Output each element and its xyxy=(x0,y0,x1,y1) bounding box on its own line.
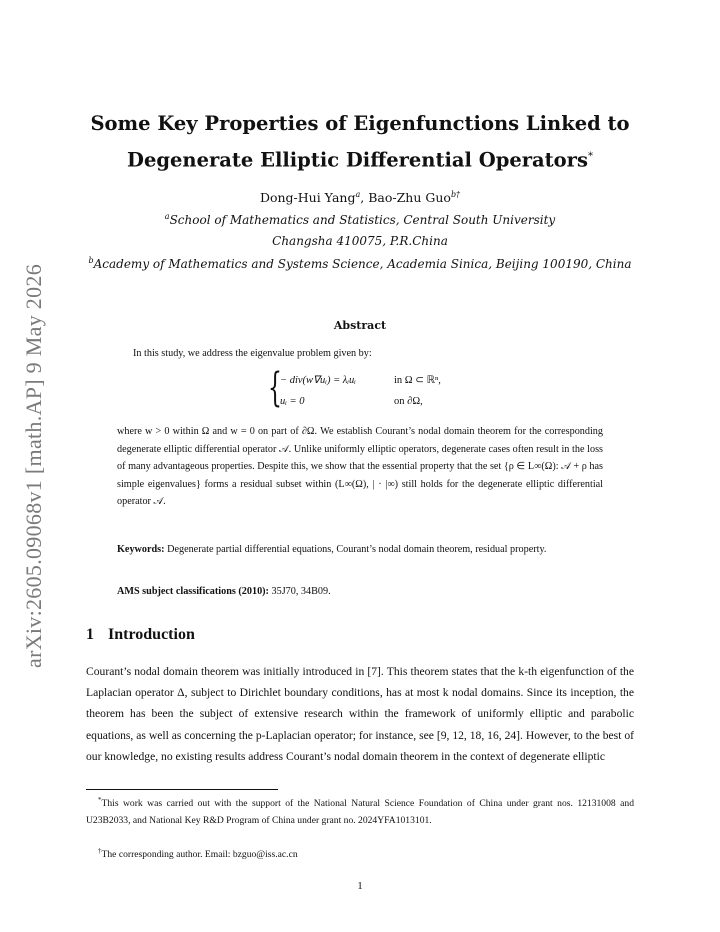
footnote-rule xyxy=(86,789,278,790)
title-footnote-mark: * xyxy=(587,151,593,162)
keywords xyxy=(117,541,603,559)
keywords-text: Degenerate partial differential equations, Courant’s nodal domain theorem, residual property. xyxy=(167,544,547,555)
affiliation-a-line-2: Changsha 410075, P.R.China xyxy=(272,234,448,248)
author-1: Dong-Hui Yang xyxy=(259,190,356,206)
equation-line-1-right: in Ω ⊂ ℝⁿ, xyxy=(394,375,441,386)
authors-line: Dong-Hui Yang$^a$, Bao-Zhu Guo$^{b\dagger}$ xyxy=(259,190,461,206)
footnote-funding: *This work was carried out with the support of the National Natural Science Foundation of China under grant nos. 12131008 and U23B2033, and National Key R&D Program of China under grant no. 2024YFA1013101. xyxy=(86,796,634,827)
section-heading xyxy=(86,626,195,644)
equation-line-1-left: − div(w∇uᵢ) = λᵢuᵢ xyxy=(280,375,356,386)
keywords-label: Keywords: xyxy=(117,544,165,555)
affiliation-b: $^b$Academy of Mathematics and Systems Science, Academia Sinica, Beijing 100190, China xyxy=(88,256,632,271)
equation-brace: { xyxy=(268,365,282,411)
equation-line-2-left: uᵢ = 0 xyxy=(280,396,305,407)
title-line-1: Some Key Properties of Eigenfunctions Linked to xyxy=(90,112,630,135)
affiliation-a-line-1: $^a$School of Mathematics and Statistics, Central South University xyxy=(164,212,556,227)
page-number: 1 xyxy=(357,880,363,892)
equation-line-2-right: on ∂Ω, xyxy=(394,396,423,407)
ams-label: AMS subject classifications (2010): xyxy=(117,586,269,597)
arxiv-sidebar-stamp: arXiv:2605.09068v1 [math.AP] 9 May 2026 xyxy=(21,264,46,668)
eigenvalue-equation xyxy=(268,365,468,414)
ams-codes: 35J70, 34B09. xyxy=(271,586,331,597)
paper-title xyxy=(0,107,720,177)
intro-paragraph: Courant’s nodal domain theorem was initially introduced in [7]. This theorem states that the k-th eigenfunction of the Laplacian operator Δ, subject to Dirichlet boundary conditions, has at most k nodal domains. Since its inception, the theorem has been the subject of extensive research within the framework of uniformly elliptic and parabolic equations, as well as concerning the p-Laplacian operator; for instance, see [9, 12, 18, 16, 24]. However, to the best of our knowledge, no existing results address Courant’s nodal domain theorem in the context of degenerate elliptic xyxy=(86,665,634,763)
author-2: Bao-Zhu Guo xyxy=(368,190,451,206)
footnote-corresponding-author: †The corresponding author. Email: bzguo@iss.ac.cn xyxy=(98,847,298,861)
title-line-2: Degenerate Elliptic Differential Operators* xyxy=(127,148,593,172)
section-title: Introduction xyxy=(108,626,195,643)
abstract-body: where w > 0 within Ω and w = 0 on part of ∂Ω. We establish Courant’s nodal domain theorem for the corresponding degenerate elliptic differential operator 𝒜. Unlike uniformly elliptic operators, degenerate cases often result in the loss of many advantageous properties. Despite this, we show that the essential property that the set {ρ ∈ L∞(Ω): 𝒜 + ρ has simple eigenvalues} forms a residual subset within (L∞(Ω), | · |∞) still holds for the degenerate elliptic differential operator 𝒜. xyxy=(117,426,603,507)
abstract-heading: Abstract xyxy=(333,319,387,332)
ams-classification xyxy=(117,583,331,601)
abstract-intro: In this study, we address the eigenvalue problem given by: xyxy=(133,348,372,359)
section-number: 1 xyxy=(86,626,94,643)
